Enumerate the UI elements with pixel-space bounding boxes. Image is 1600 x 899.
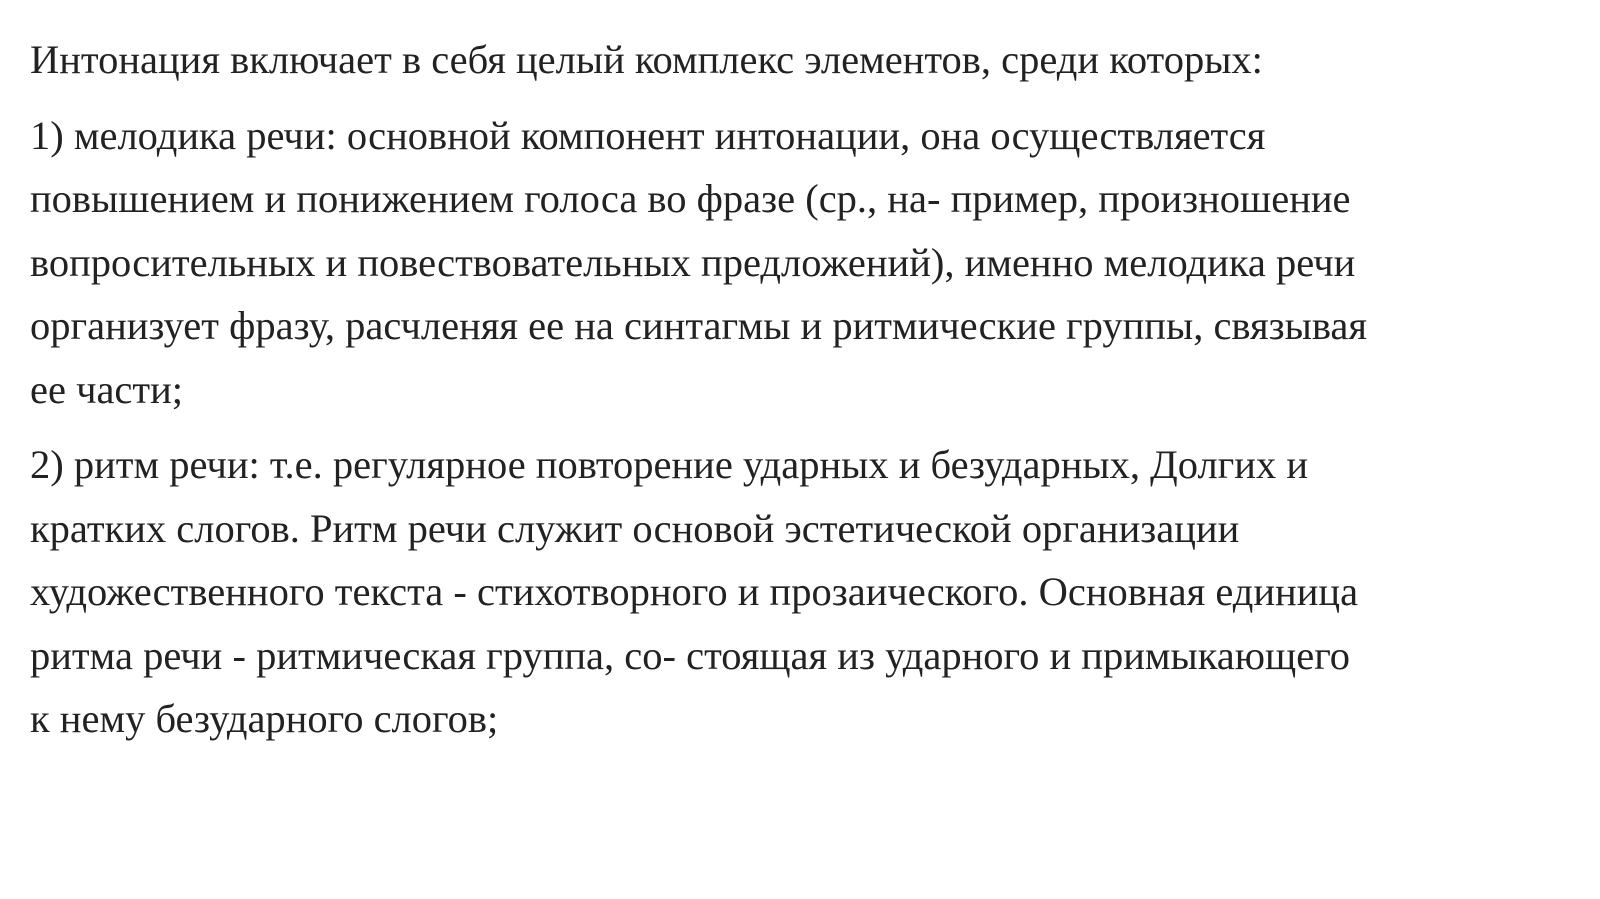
paragraph-line: кратких слогов. Ритм речи служит основой эстетической организации: [30, 505, 1240, 551]
paragraph-line: художественного текста - стихотворного и прозаического. Основная единица: [30, 569, 1359, 614]
document-body: [30, 28, 1575, 751]
list-item-rhythm: [30, 433, 1575, 751]
intro-line: Интонация включает в себя целый комплекс элементов, среди которых:: [30, 37, 1263, 82]
paragraph-line: к нему безударного слогов;: [30, 696, 499, 741]
list-item-melody: [30, 104, 1575, 422]
paragraph-line: ее части;: [30, 366, 184, 412]
paragraph-line: 1) мелодика речи: основной компонент интонации, она осуществляется: [30, 112, 1266, 158]
paragraph-line: организует фразу, расчленяя ее на синтагмы и ритмические группы, связывая: [30, 303, 1368, 348]
paragraph-line: ритма речи - ритмическая группа, со- стоящая из ударного и примыкающего: [30, 632, 1351, 678]
paragraph-line: вопросительных и повествовательных предложений), именно мелодика речи: [30, 239, 1356, 285]
paragraph-line: повышением и понижением голоса во фразе (ср., на- пример, произношение: [30, 176, 1351, 221]
paragraph-line: 2) ритм речи: т.е. регулярное повторение ударных и безударных, Долгих и: [30, 442, 1309, 487]
intro-paragraph: [30, 28, 1575, 92]
